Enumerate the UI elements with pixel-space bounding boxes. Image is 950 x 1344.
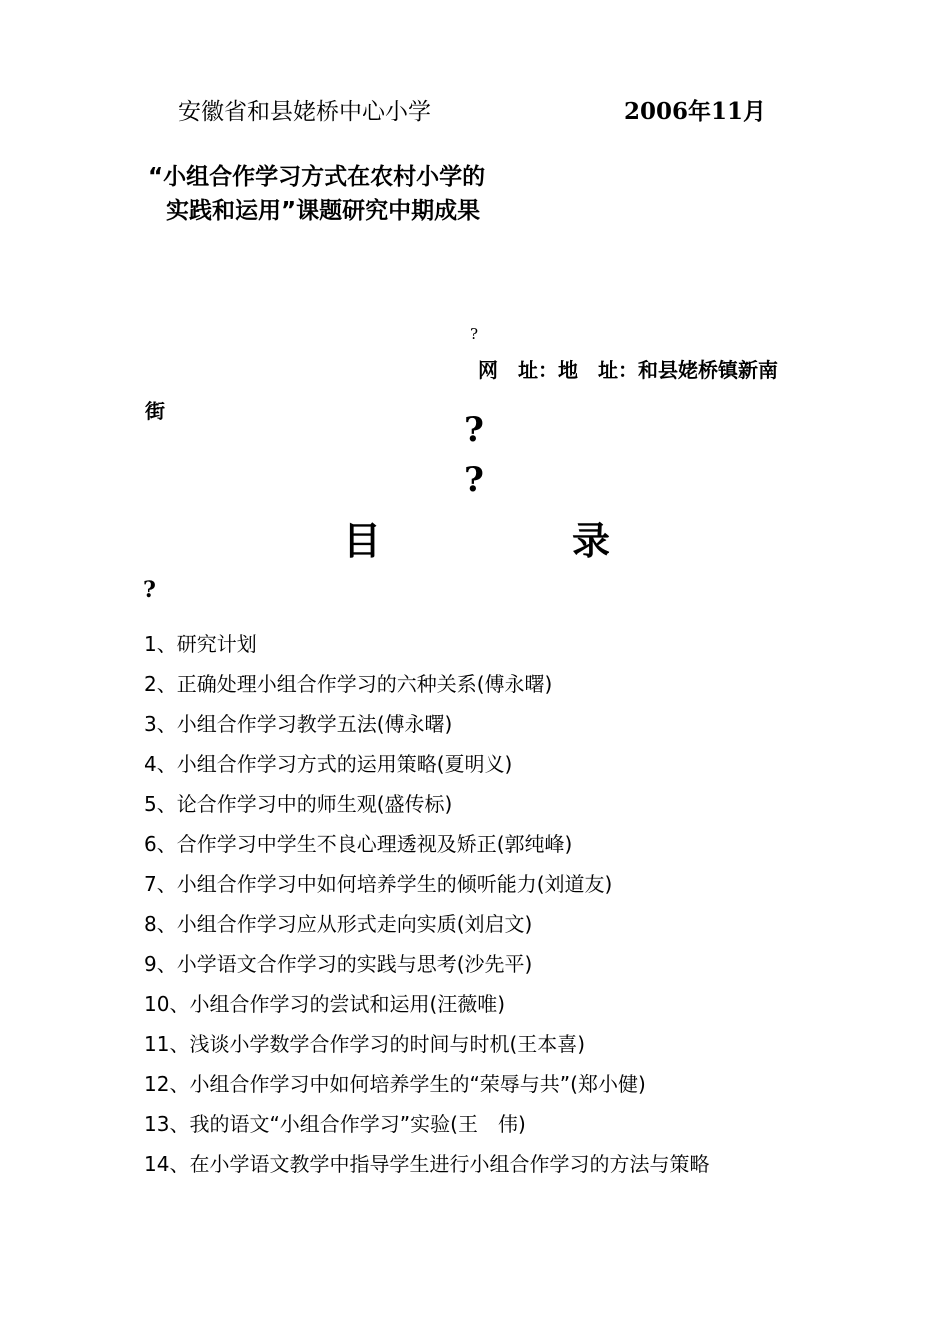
toc-item: 12、小组合作学习中如何培养学生的“荣辱与共”(郑小健) bbox=[144, 1072, 646, 1096]
toc-item: 2、正确处理小组合作学习的六种关系(傅永曙) bbox=[144, 672, 553, 696]
toc-item: 6、合作学习中学生不良心理透视及矫正(郭纯峰) bbox=[144, 832, 573, 856]
toc-item: 9、小学语文合作学习的实践与思考(沙先平) bbox=[144, 952, 533, 976]
address-line-1: 网 址：地 址：和县姥桥镇新南 bbox=[478, 358, 778, 382]
title-line-1: “小组合作学习方式在农村小学的 bbox=[148, 164, 486, 190]
document-date: 2006年11月 bbox=[624, 98, 767, 125]
toc-item: 10、小组合作学习的尝试和运用(汪薇唯) bbox=[144, 992, 506, 1016]
title-line-2: 实践和运用”课题研究中期成果 bbox=[166, 198, 481, 224]
toc-item: 11、浅谈小学数学合作学习的时间与时机(王本喜) bbox=[144, 1032, 586, 1056]
toc-item: 14、在小学语文教学中指导学生进行小组合作学习的方法与策略 bbox=[144, 1152, 710, 1176]
school-name: 安徽省和县姥桥中心小学 bbox=[178, 99, 431, 125]
small-question-mark: ? bbox=[470, 325, 479, 343]
toc-heading-right: 录 bbox=[572, 519, 611, 563]
toc-heading-left: 目 bbox=[343, 519, 382, 563]
question-mark-2: ? bbox=[464, 460, 484, 500]
toc-item: 3、小组合作学习教学五法(傅永曙) bbox=[144, 712, 453, 736]
toc-item: 4、小组合作学习方式的运用策略(夏明义) bbox=[144, 752, 513, 776]
question-mark-1: ? bbox=[464, 410, 484, 450]
toc-list bbox=[144, 627, 709, 1187]
toc-item: 13、我的语文“小组合作学习”实验(王 伟) bbox=[144, 1112, 526, 1136]
toc-item: 5、论合作学习中的师生观(盛传标) bbox=[144, 792, 453, 816]
address-line-2: 街 bbox=[145, 399, 165, 423]
toc-item: 7、小组合作学习中如何培养学生的倾听能力(刘道友) bbox=[144, 872, 613, 896]
toc-item: 1、研究计划 bbox=[144, 632, 257, 656]
toc-question-mark: ? bbox=[143, 577, 156, 603]
toc-item: 8、小组合作学习应从形式走向实质(刘启文) bbox=[144, 912, 533, 936]
